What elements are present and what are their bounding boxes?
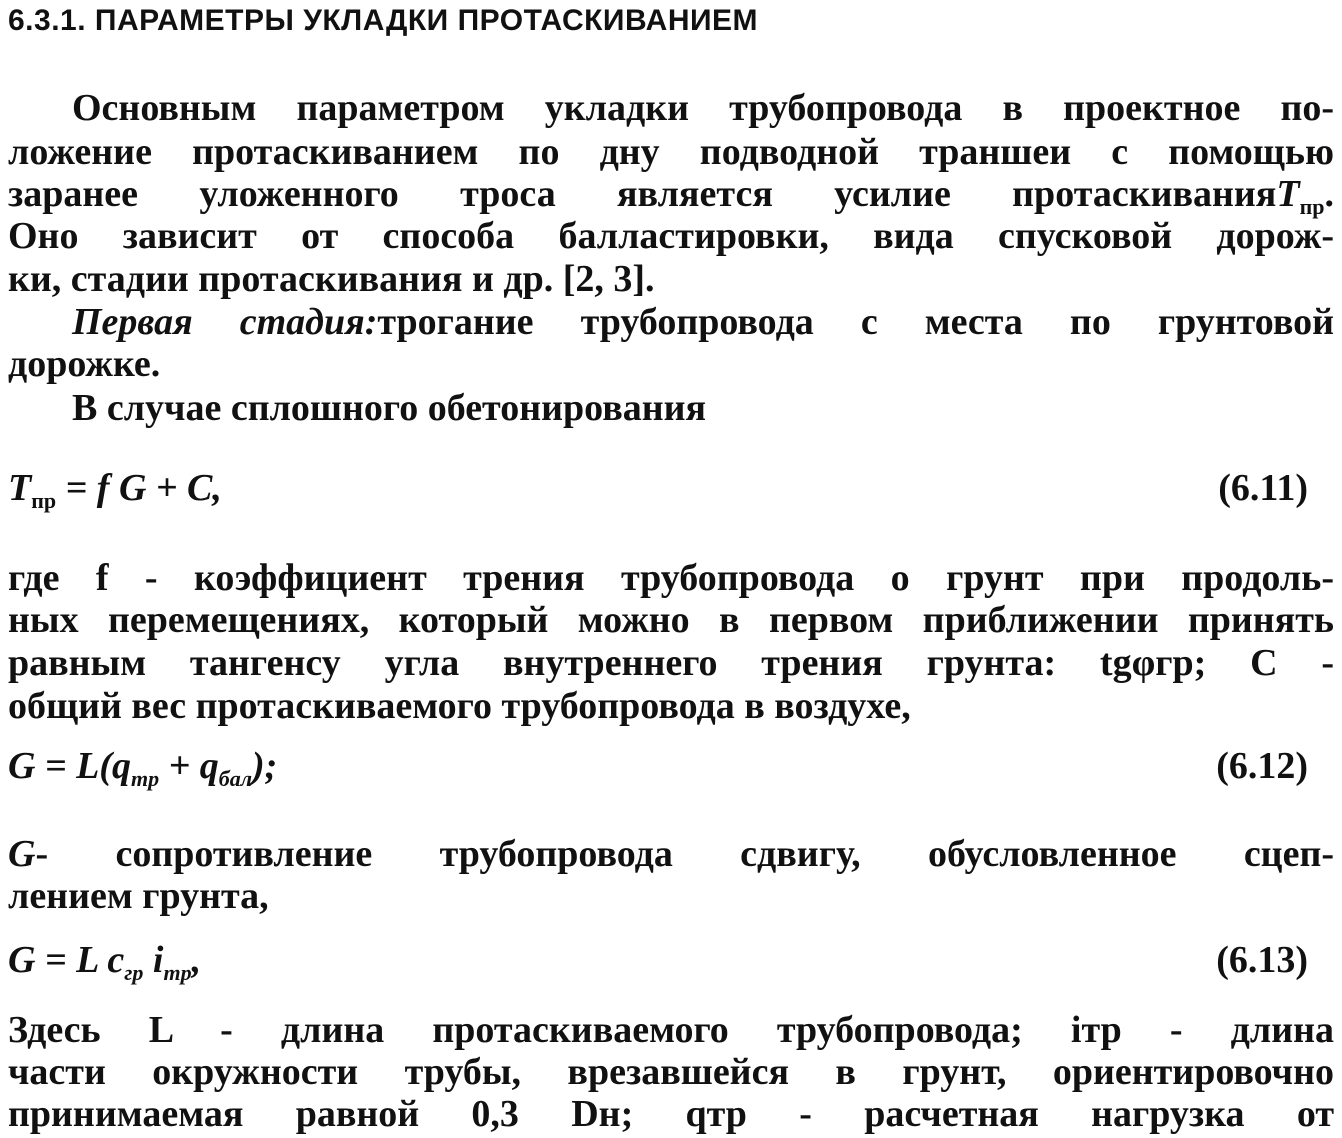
formula-6-11-expression — [8, 466, 222, 513]
formula-6-12-subscript-2: бал — [218, 766, 253, 791]
paragraph-5-line-2: лением грунта, — [8, 875, 269, 917]
formula-6-11-rhs: = f G + C, — [65, 467, 222, 509]
paragraph-1-line-4: Оно зависит от способа балластировки, вида спусковой дорож- — [8, 215, 1334, 257]
paragraph-1-line-3-text: заранее уложенного троса является усилие протаскивания — [8, 173, 1277, 215]
formula-6-13-number: (6.13) — [1216, 939, 1308, 981]
formula-6-12-end: ); — [252, 745, 278, 787]
formula-6-12-subscript-1: тр — [130, 766, 160, 791]
paragraph-4-line-2: ных перемещениях, который можно в первом приближении принять — [8, 599, 1334, 641]
formula-6-11-lhs: T — [8, 467, 32, 509]
paragraph-1-line-2: ложение протаскиванием по дну подводной траншеи с помощью — [8, 131, 1334, 173]
paragraph-5-line-1 — [8, 832, 1334, 876]
paragraph-4-line-1: где f - коэффициент трения трубопровода о грунт при продоль- — [8, 557, 1334, 599]
paragraph-3-line-1: В случае сплошного обетонирования — [72, 387, 707, 429]
formula-6-11-lhs-subscript: пр — [31, 488, 57, 513]
paragraph-6-line-3: принимаемая равной 0,3 Dн; qтр - расчетная нагрузка от — [8, 1093, 1334, 1135]
paragraph-6-line-2: части окружности трубы, врезавшейся в грунт, ориентировочно — [8, 1051, 1334, 1093]
formula-6-12-expression — [8, 744, 278, 791]
paragraph-1-line-5: ки, стадии протаскивания и др. [2, 3]. — [8, 258, 655, 300]
paragraph-4-line-3: равным тангенсу угла внутреннего трения грунта: tgφгр; C - — [8, 642, 1334, 684]
paragraph-1-line-3 — [8, 172, 1334, 219]
formula-6-13-end: , — [191, 939, 202, 981]
paragraph-2-line-2: дорожке. — [8, 343, 161, 385]
traction-force-symbol: T — [1276, 173, 1300, 215]
formula-6-12 — [8, 744, 1334, 794]
formula-6-13-lhs: G = L c — [8, 939, 125, 981]
paragraph-4-line-4: общий вес протаскиваемого трубопровода в воздухе, — [8, 685, 911, 727]
formula-6-12-number: (6.12) — [1216, 745, 1308, 787]
paragraph-2-line-1 — [72, 300, 1334, 344]
formula-6-11-number: (6.11) — [1218, 467, 1308, 509]
formula-6-13 — [8, 938, 1334, 988]
paragraph-1-line-3-end: . — [1324, 173, 1334, 215]
formula-6-11 — [8, 466, 1334, 516]
formula-6-12-lhs: G = L(q — [8, 745, 131, 787]
paragraph-1-line-1: Основным параметром укладки трубопровода в проектное по- — [72, 87, 1334, 129]
formula-6-13-expression — [8, 938, 202, 985]
formula-6-13-middle: i — [143, 939, 164, 981]
shear-resistance-symbol: G — [8, 833, 36, 875]
formula-6-13-subscript-2: тр — [163, 960, 192, 985]
formula-6-12-middle: + q — [159, 745, 219, 787]
first-stage-label: Первая стадия: — [72, 301, 378, 343]
traction-force-subscript: пр — [1299, 194, 1325, 219]
paragraph-5-line-1-rest: - сопротивление трубопровода сдвигу, обусловленное сцеп- — [35, 833, 1334, 875]
document-page — [8, 0, 1334, 1138]
section-heading: 6.3.1. ПАРАМЕТРЫ УКЛАДКИ ПРОТАСКИВАНИЕМ — [8, 4, 759, 37]
formula-6-13-subscript-1: гр — [124, 960, 144, 985]
paragraph-6-line-1: Здесь L - длина протаскиваемого трубопровода; iтр - длина — [8, 1009, 1334, 1051]
paragraph-2-line-1-rest: трогание трубопровода с места по грунтовой — [377, 301, 1334, 343]
